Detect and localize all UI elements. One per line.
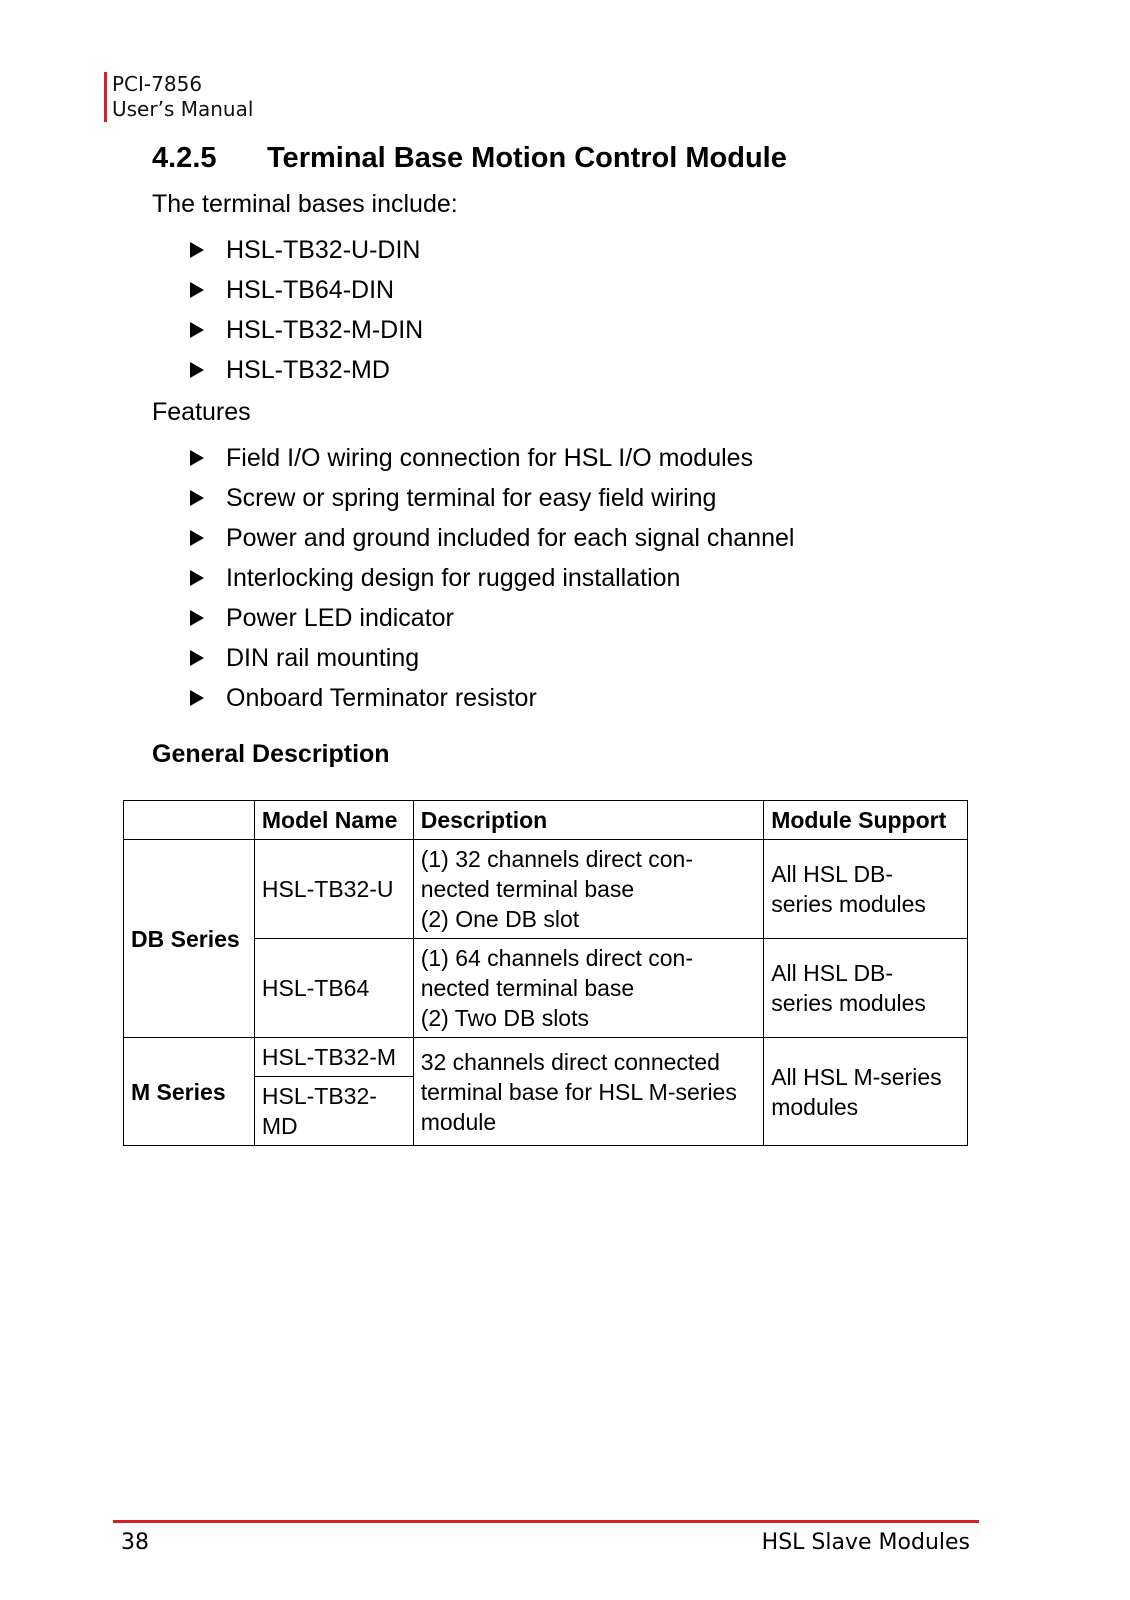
description-line: (2) One DB slot	[420, 906, 580, 932]
list-item	[190, 478, 794, 518]
header-doc-title: User’s Manual	[112, 97, 254, 121]
list-item-text: HSL-TB32-MD	[226, 356, 390, 384]
list-item	[190, 270, 423, 310]
header-product: PCI-7856	[112, 72, 203, 96]
list-item	[190, 350, 423, 390]
support-line: modules	[771, 1093, 859, 1120]
support-line: All HSL DB-	[771, 960, 894, 986]
list-item	[190, 310, 423, 350]
model-name-cell: HSL-TB32-U	[254, 840, 413, 939]
list-item	[190, 230, 423, 270]
list-item-text: DIN rail mounting	[226, 644, 420, 672]
description-line: (1) 64 channels direct con-	[420, 945, 694, 971]
list-item-text: Screw or spring terminal for easy field wiring	[226, 484, 717, 512]
support-line: series modules	[771, 990, 926, 1016]
list-item-text: Onboard Terminator resistor	[226, 684, 537, 712]
list-item-text: HSL-TB32-M-DIN	[226, 316, 424, 344]
bullet-arrow-icon	[190, 322, 204, 338]
model-name-line: MD	[261, 1113, 298, 1139]
table-row	[124, 1038, 968, 1077]
bullet-arrow-icon	[190, 610, 204, 626]
table-header-row	[124, 801, 968, 840]
list-item-text: Power and ground included for each signal channel	[226, 524, 795, 552]
module-support-cell	[764, 939, 968, 1038]
list-item	[190, 518, 794, 558]
list-item-text: HSL-TB32-U-DIN	[226, 236, 421, 264]
description-line: nected terminal base	[420, 876, 635, 902]
table-row	[124, 840, 968, 939]
section-title: Terminal Base Motion Control Module	[267, 142, 787, 174]
description-line: terminal base for HSL M-series	[420, 1078, 737, 1105]
general-description-heading: General Description	[152, 740, 390, 768]
description-line: nected terminal base	[420, 975, 635, 1001]
description-line: (2) Two DB slots	[420, 1005, 589, 1031]
column-header-module-support: Module Support	[764, 801, 968, 840]
module-support-cell	[764, 1038, 968, 1146]
list-item-text: HSL-TB64-DIN	[226, 276, 395, 304]
bullet-arrow-icon	[190, 490, 204, 506]
list-item-text: Field I/O wiring connection for HSL I/O modules	[226, 444, 754, 472]
series-label-db: DB Series	[124, 840, 255, 1038]
section-heading	[152, 142, 787, 175]
section-number: 4.2.5	[152, 142, 217, 174]
series-label-m: M Series	[124, 1038, 255, 1146]
terminal-base-table	[123, 800, 968, 1146]
bullet-arrow-icon	[190, 530, 204, 546]
features-list	[190, 438, 794, 718]
description-line: module	[420, 1108, 497, 1135]
bullet-arrow-icon	[190, 242, 204, 258]
bullet-arrow-icon	[190, 650, 204, 666]
model-name-cell: HSL-TB64	[254, 939, 413, 1038]
support-line: All HSL M-series	[771, 1063, 942, 1090]
description-cell	[413, 939, 764, 1038]
support-line: series modules	[771, 891, 926, 917]
bullet-arrow-icon	[190, 690, 204, 706]
module-support-cell	[764, 840, 968, 939]
column-header-model-name: Model Name	[254, 801, 413, 840]
list-item	[190, 638, 794, 678]
bullet-arrow-icon	[190, 450, 204, 466]
column-header-series	[124, 801, 255, 840]
list-item-text: Interlocking design for rugged installation	[226, 564, 681, 592]
model-name-line: HSL-TB32-	[261, 1083, 377, 1109]
footer-chapter-title: HSL Slave Modules	[761, 1530, 970, 1555]
column-header-description: Description	[413, 801, 764, 840]
list-item	[190, 438, 794, 478]
list-item	[190, 558, 794, 598]
description-line: (1) 32 channels direct con-	[420, 846, 694, 872]
page-number: 38	[121, 1530, 149, 1555]
intro-text: The terminal bases include:	[152, 190, 458, 218]
list-item	[190, 678, 794, 718]
model-name-cell	[254, 1077, 413, 1146]
description-line: 32 channels direct connected	[420, 1048, 720, 1075]
description-cell	[413, 1038, 764, 1146]
features-label: Features	[152, 398, 251, 426]
terminal-base-list	[190, 230, 423, 390]
list-item	[190, 598, 794, 638]
running-header	[104, 72, 253, 122]
model-name-cell: HSL-TB32-M	[254, 1038, 413, 1077]
description-cell	[413, 840, 764, 939]
bullet-arrow-icon	[190, 570, 204, 586]
bullet-arrow-icon	[190, 362, 204, 378]
footer-divider	[113, 1520, 979, 1523]
list-item-text: Power LED indicator	[226, 604, 454, 632]
support-line: All HSL DB-	[771, 861, 894, 887]
bullet-arrow-icon	[190, 282, 204, 298]
